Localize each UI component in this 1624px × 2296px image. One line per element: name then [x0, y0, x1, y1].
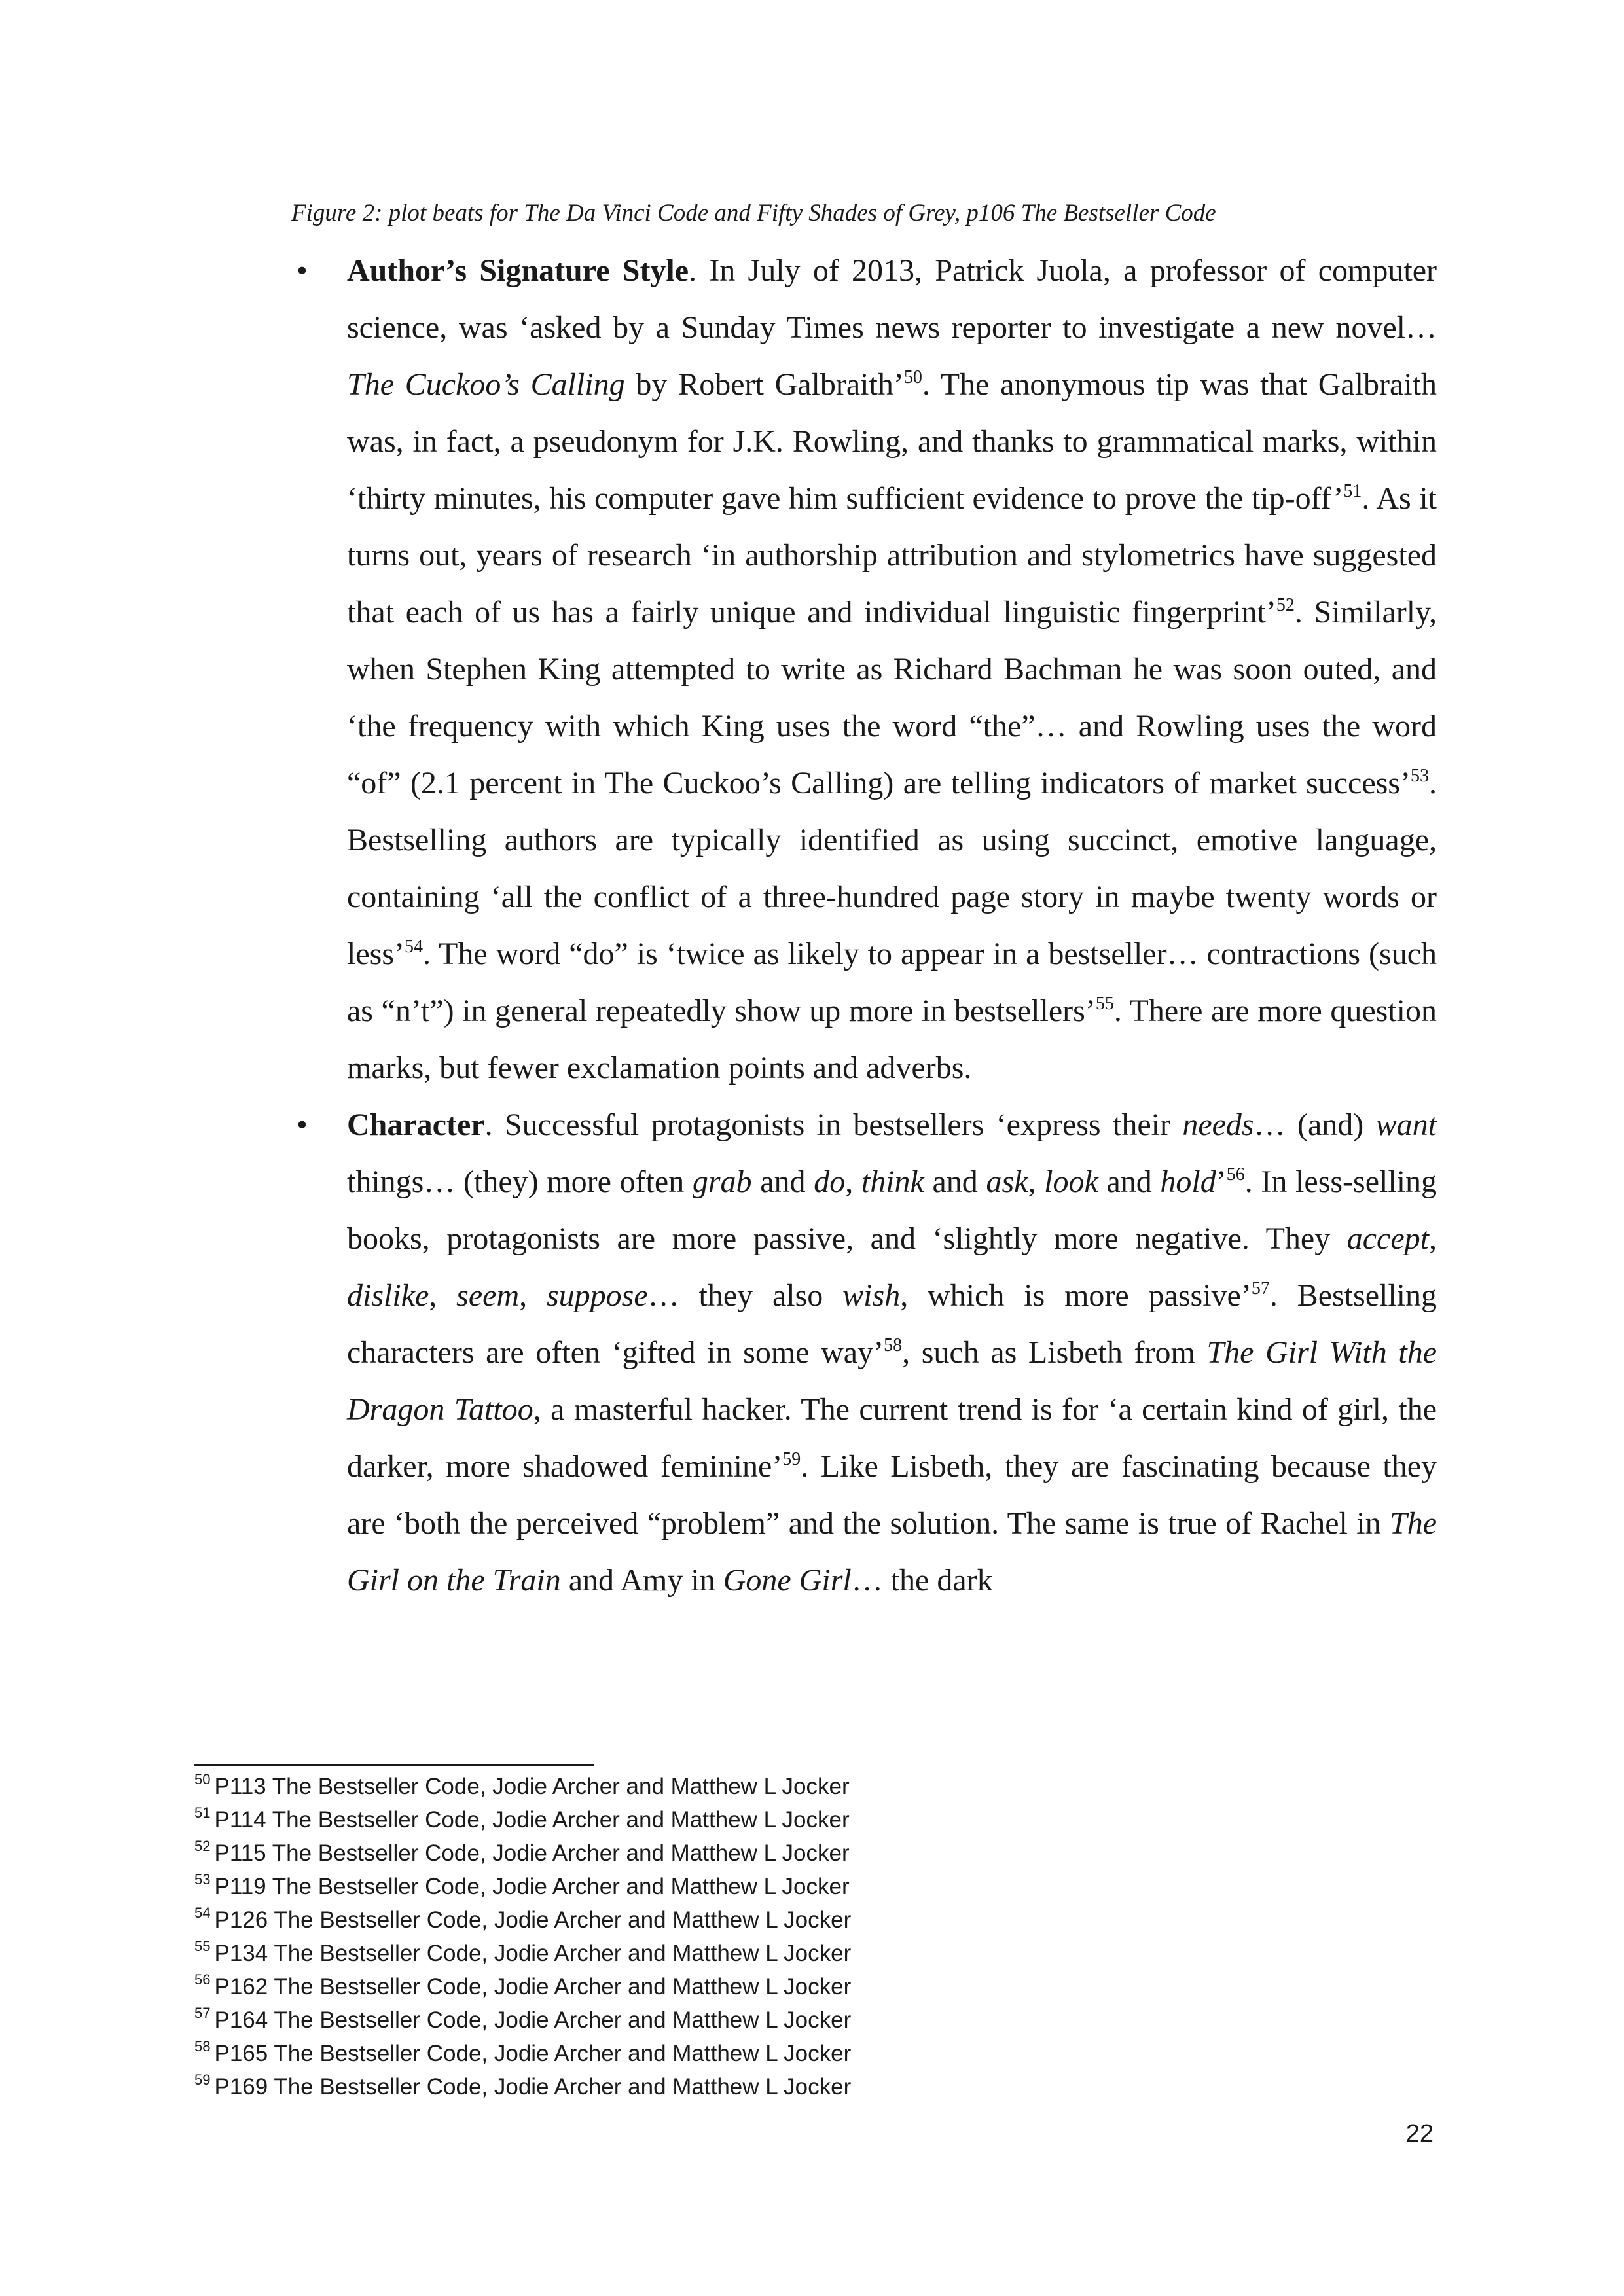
bullet-icon: • [297, 1107, 308, 1142]
emphasis: ask [986, 1164, 1028, 1199]
footnote-text: P169 The Bestseller Code, Jodie Archer and Matthew L Jocker [214, 2074, 852, 2100]
bullet-item-character [291, 1096, 1437, 1609]
emphasis: wish [842, 1278, 901, 1313]
footnote-text: P164 The Bestseller Code, Jodie Archer and Matthew L Jocker [214, 2007, 852, 2033]
footnote-text: P134 The Bestseller Code, Jodie Archer and Matthew L Jocker [214, 1941, 852, 1966]
emphasis: look [1044, 1164, 1098, 1199]
footnote-text: P114 The Bestseller Code, Jodie Archer and Matthew L Jocker [214, 1807, 850, 1833]
footnote-item [194, 1870, 1242, 1903]
paragraph-text: ’ [1216, 1164, 1227, 1199]
paragraph-text: … (and) [1254, 1107, 1376, 1142]
footnote-number: 56 [194, 1971, 211, 1988]
paragraph-text: . Successful protagonists in bestsellers ‘express their [484, 1107, 1183, 1142]
footnote-number: 59 [194, 2071, 211, 2088]
footnote-number: 58 [194, 2037, 211, 2054]
footnote-text: P119 The Bestseller Code, Jodie Archer and Matthew L Jocker [214, 1874, 850, 1899]
footnote-ref: 55 [1095, 993, 1114, 1014]
footnote-ref: 56 [1226, 1164, 1245, 1185]
paragraph-text: things… (they) more often [347, 1164, 693, 1199]
paragraph-text: , a masterful hacker. The current trend is for ‘a certain kind of girl, the darker, more shadowed feminine’ [347, 1392, 1437, 1484]
footnote-separator [194, 1764, 594, 1766]
paragraph-text: and [1098, 1164, 1161, 1199]
footnote-item [194, 1903, 1242, 1937]
footnote-text: P162 The Bestseller Code, Jodie Archer and Matthew L Jocker [214, 1974, 852, 2000]
emphasis: think [861, 1164, 924, 1199]
book-title: The Girl on the Train [347, 1506, 1437, 1598]
footnote-item [194, 1837, 1242, 1870]
footnote-ref: 57 [1251, 1278, 1270, 1299]
footnote-ref: 50 [903, 367, 922, 387]
footnote-text: P115 The Bestseller Code, Jodie Archer and Matthew L Jocker [214, 1840, 850, 1866]
paragraph-heading: Character [347, 1107, 485, 1142]
paragraph-text: . Similarly, when Stephen King attempted to write as Richard Bachman he was soon outed, and ‘the frequency with which King uses the word “the”… and Rowling uses the word “of” (2.1 percent in The Cuckoo’s Calling) are telling indicators of market success’ [347, 595, 1437, 800]
footnote-item [194, 2003, 1242, 2037]
paragraph-text: . The anonymous tip was that Galbraith was, in fact, a pseudonym for J.K. Rowling, and thanks to grammatical marks, within ‘thirty minutes, his computer gave him sufficient evidence to prove the tip-off’ [347, 367, 1437, 516]
footnote-item [194, 1803, 1242, 1837]
emphasis: hold [1160, 1164, 1216, 1199]
footnote-ref: 53 [1411, 765, 1429, 786]
footnote-ref: 59 [782, 1448, 801, 1469]
footnote-number: 53 [194, 1871, 211, 1888]
emphasis: grab [692, 1164, 752, 1199]
book-title: The Cuckoo’s Calling [347, 367, 625, 402]
paragraph-text: , such as Lisbeth from [902, 1335, 1207, 1370]
footnote-item [194, 1937, 1242, 1970]
paragraph-text: . There are more question marks, but fewer exclamation points and adverbs. [347, 994, 1437, 1085]
paragraph-text: . Like Lisbeth, they are fascinating because they are ‘both the perceived “problem” and the solution. The same is true of Rachel in [347, 1449, 1437, 1541]
paragraph-text: . In July of 2013, Patrick Juola, a professor of computer science, was ‘asked by a Sunday Times news reporter to investigate a new novel… [347, 253, 1437, 345]
paragraph-heading: Author’s Signature Style [347, 253, 689, 288]
footnote-number: 52 [194, 1837, 211, 1854]
footnote-item [194, 1770, 1242, 1803]
book-title: Gone Girl [723, 1563, 852, 1598]
footnote-number: 57 [194, 2004, 211, 2021]
paragraph-text: and [751, 1164, 814, 1199]
footnote-ref: 52 [1276, 594, 1295, 615]
paragraph-text: , [1028, 1164, 1045, 1199]
footnote-item [194, 2070, 1242, 2104]
emphasis: dislike [347, 1278, 429, 1313]
footnote-text: P165 The Bestseller Code, Jodie Archer and Matthew L Jocker [214, 2041, 852, 2066]
footnote-number: 55 [194, 1937, 211, 1954]
paragraph-text: , [845, 1164, 861, 1199]
paragraph-text: … they also [647, 1278, 843, 1313]
paragraph-text: . In less-selling books, protagonists are more passive, and ‘slightly more negative. They [347, 1164, 1437, 1256]
footnote-ref: 51 [1343, 480, 1362, 501]
paragraph-text: . Bestselling authors are typically identified as using succinct, emotive language, containing ‘all the conflict of a three-hundred page story in maybe twenty words or less’ [347, 766, 1437, 971]
paragraph-text: by Robert Galbraith’ [624, 367, 904, 402]
footnote-ref: 54 [404, 936, 423, 957]
bullet-list [291, 242, 1437, 1609]
paragraph-text: . As it turns out, years of research ‘in authorship attribution and stylometrics have suggested that each of us has a fairly unique and individual linguistic fingerprint’ [347, 481, 1437, 630]
emphasis: accept [1346, 1221, 1429, 1256]
paragraph-text: , which is more passive’ [900, 1278, 1252, 1313]
footnote-ref: 58 [884, 1335, 903, 1355]
emphasis: needs [1182, 1107, 1254, 1142]
emphasis: do [814, 1164, 846, 1199]
figure-caption: Figure 2: plot beats for The Da Vinci Code and Fifty Shades of Grey, p106 The Bestseller Code [291, 200, 1216, 226]
paragraph-text: . Bestselling characters are often ‘gifted in some way’ [347, 1278, 1437, 1370]
footnotes-list [194, 1770, 1242, 2104]
paragraph-text: . The word “do” is ‘twice as likely to appear in a bestseller… contractions (such as “n’t”) in general repeatedly show up more in bestsellers’ [347, 937, 1437, 1028]
paragraph-text: … the dark [851, 1563, 993, 1598]
footnote-number: 54 [194, 1904, 211, 1921]
emphasis: want [1375, 1107, 1437, 1142]
paragraph-text: and [924, 1164, 986, 1199]
bullet-item-signature-style [291, 242, 1437, 1096]
footnote-item [194, 1970, 1242, 2003]
footnote-text: P113 The Bestseller Code, Jodie Archer and Matthew L Jocker [214, 1774, 850, 1799]
paragraph-text: , [429, 1278, 457, 1313]
paragraph-text: and Amy in [560, 1563, 723, 1598]
emphasis: seem [456, 1278, 520, 1313]
footnote-number: 51 [194, 1804, 211, 1821]
paragraph-text: , [519, 1278, 547, 1313]
footnote-item [194, 2037, 1242, 2070]
bullet-icon: • [297, 253, 308, 288]
footnote-text: P126 The Bestseller Code, Jodie Archer and Matthew L Jocker [214, 1907, 852, 1933]
emphasis: suppose [546, 1278, 648, 1313]
paragraph-text: , [1429, 1221, 1437, 1256]
book-title: The Girl With the Dragon Tattoo [347, 1335, 1437, 1427]
page-number: 22 [1405, 2120, 1434, 2147]
footnote-number: 50 [194, 1770, 211, 1787]
